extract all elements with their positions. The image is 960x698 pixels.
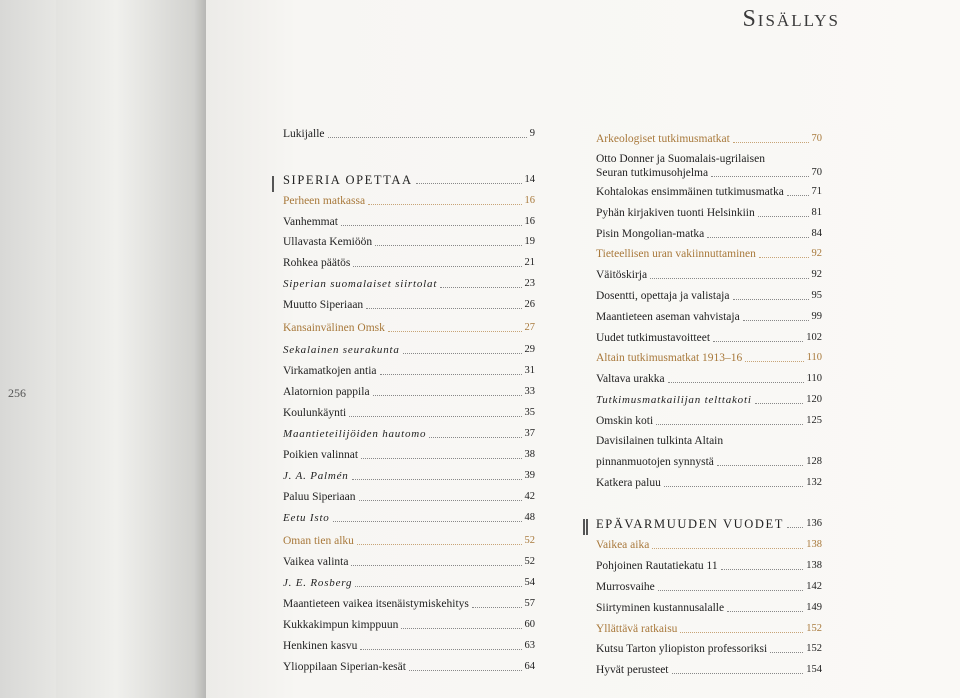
- dot-leader: [658, 590, 803, 591]
- toc-page-number: 149: [806, 602, 822, 613]
- toc-entry-title: Pohjoinen Rautatiekatu 11: [596, 560, 718, 572]
- toc-chapter-entry: [596, 538, 822, 552]
- toc-section-entry: [283, 173, 535, 187]
- toc-page-number: 110: [806, 352, 822, 363]
- toc-entry: [283, 511, 535, 525]
- dot-leader: [711, 176, 808, 177]
- page-title: Sisällys: [742, 6, 840, 32]
- toc-entry: [283, 406, 535, 420]
- toc-entry: [283, 364, 535, 378]
- dot-leader: [668, 382, 804, 383]
- dot-leader: [745, 361, 803, 362]
- toc-entry-title: Sekalainen seurakunta: [283, 344, 400, 356]
- toc-entry-title: Alatornion pappila: [283, 386, 370, 398]
- toc-chapter-entry: [283, 321, 535, 335]
- dot-leader: [713, 341, 803, 342]
- toc-entry: [596, 580, 822, 594]
- toc-page-number: 95: [811, 290, 822, 301]
- toc-page-number: 23: [524, 278, 535, 289]
- section-marker-bar: [583, 519, 585, 535]
- dot-leader: [355, 586, 521, 587]
- toc-entry-title: Omskin koti: [596, 415, 654, 427]
- section-marker-bar: [272, 176, 274, 192]
- toc-entry-title: Vaikea aika: [596, 539, 650, 551]
- dot-leader: [650, 278, 808, 279]
- toc-entry-title: Kutsu Tarton yliopiston professoriksi: [596, 643, 768, 655]
- dot-leader: [366, 308, 521, 309]
- toc-entry: [596, 393, 822, 407]
- dot-leader: [416, 183, 522, 184]
- toc-page-number: 54: [524, 577, 535, 588]
- dot-leader: [721, 569, 804, 570]
- toc-entry: [596, 455, 822, 469]
- toc-entry-title: Paluu Siperiaan: [283, 491, 356, 503]
- toc-entry-title: Uudet tutkimustavoitteet: [596, 332, 711, 344]
- toc-page-number: 21: [524, 257, 535, 268]
- dot-leader: [403, 353, 522, 354]
- toc-entry-title: Tieteellisen uran vakiinnuttaminen: [596, 248, 756, 260]
- toc-entry: [596, 476, 822, 490]
- toc-entry: [283, 639, 535, 653]
- toc-page-number: 16: [524, 216, 535, 227]
- toc-page-number: 138: [806, 560, 822, 571]
- dot-leader: [373, 395, 522, 396]
- toc-entry: [596, 559, 822, 573]
- dot-leader: [349, 416, 521, 417]
- toc-page-number: 102: [806, 332, 822, 343]
- dot-leader: [380, 374, 522, 375]
- toc-page-number: 128: [806, 456, 822, 467]
- toc-page-number: 52: [524, 556, 535, 567]
- dot-leader: [759, 257, 809, 258]
- toc-entry-title: Murrosvaihe: [596, 581, 655, 593]
- toc-page-number: 71: [811, 186, 822, 197]
- contents-page: [206, 0, 960, 698]
- dot-leader: [429, 437, 521, 438]
- toc-page-number: 29: [524, 344, 535, 355]
- toc-page-number: 19: [524, 236, 535, 247]
- toc-entry: [283, 448, 535, 462]
- toc-page-number: 37: [524, 428, 535, 439]
- toc-page-number: 42: [524, 491, 535, 502]
- dot-leader: [755, 403, 804, 404]
- toc-entry-title: Väitöskirja: [596, 269, 648, 281]
- toc-entry: [283, 235, 535, 249]
- toc-entry-title: Siirtyminen kustannusalalle: [596, 602, 725, 614]
- toc-entry: [596, 414, 822, 428]
- toc-entry: [283, 298, 535, 312]
- toc-page-number: 138: [806, 539, 822, 550]
- toc-page-number: 110: [806, 373, 822, 384]
- toc-page-number: 120: [806, 394, 822, 405]
- toc-entry-title: Ylioppilaan Siperian-kesät: [283, 661, 406, 673]
- dot-leader: [680, 632, 803, 633]
- toc-page-number: 14: [524, 174, 535, 185]
- toc-page-number: 70: [811, 133, 822, 144]
- toc-entry-title: Arkeologiset tutkimusmatkat: [596, 133, 730, 145]
- toc-page-number: 70: [811, 167, 822, 178]
- toc-entry-title: Koulunkäynti: [283, 407, 347, 419]
- dot-leader: [787, 527, 803, 528]
- dot-leader: [664, 486, 803, 487]
- toc-page-number: 39: [524, 470, 535, 481]
- dot-leader: [672, 673, 804, 674]
- toc-page-number: 152: [806, 623, 822, 634]
- toc-page-number: 92: [811, 248, 822, 259]
- toc-page-number: 125: [806, 415, 822, 426]
- toc-entry-title: J. E. Rosberg: [283, 577, 353, 589]
- dot-leader: [341, 225, 522, 226]
- toc-page-number: 64: [524, 661, 535, 672]
- dot-leader: [361, 458, 521, 459]
- toc-entry: [596, 663, 822, 677]
- toc-entry: [283, 127, 535, 141]
- toc-entry: [596, 289, 822, 303]
- left-page-edge: [0, 0, 56, 698]
- toc-entry: [596, 642, 822, 656]
- toc-entry-title: Virkamatkojen antia: [283, 365, 377, 377]
- toc-entry-text: Otto Donner ja Suomalais-ugrilaisen: [596, 153, 765, 165]
- dot-leader: [733, 299, 809, 300]
- section-marker-bar: [586, 519, 588, 535]
- toc-entry-title: Kohtalokas ensimmäinen tutkimusmatka: [596, 186, 784, 198]
- toc-entry: [596, 372, 822, 386]
- toc-entry-title: Siperian suomalaiset siirtolat: [283, 278, 438, 290]
- dot-leader: [328, 137, 527, 138]
- toc-page-number: 81: [811, 207, 822, 218]
- toc-entry-title: Dosentti, opettaja ja valistaja: [596, 290, 730, 302]
- toc-entry-title: Maantieteen aseman vahvistaja: [596, 311, 740, 323]
- toc-entry: [283, 490, 535, 504]
- toc-entry: [283, 597, 535, 611]
- toc-page-number: 84: [811, 228, 822, 239]
- toc-entry: [283, 277, 535, 291]
- dot-leader: [472, 607, 522, 608]
- toc-page-number: 33: [524, 386, 535, 397]
- left-page-number: 256: [8, 386, 26, 400]
- toc-entry-title: Eetu Isto: [283, 512, 330, 524]
- toc-entry-title: J. A. Palmén: [283, 470, 349, 482]
- toc-entry-title: Lukijalle: [283, 128, 325, 140]
- toc-entry-title: Perheen matkassa: [283, 195, 366, 207]
- toc-entry: [596, 206, 822, 220]
- toc-page-number: 142: [806, 581, 822, 592]
- toc-page-number: 57: [524, 598, 535, 609]
- dot-leader: [440, 287, 521, 288]
- toc-page-number: 52: [524, 535, 535, 546]
- toc-chapter-entry: [283, 194, 535, 208]
- toc-chapter-entry: [283, 534, 535, 548]
- toc-page-number: 16: [524, 195, 535, 206]
- toc-chapter-entry: [596, 132, 822, 146]
- toc-section-entry: [596, 517, 822, 531]
- toc-entry-title: Rohkea päätös: [283, 257, 351, 269]
- toc-chapter-entry: [596, 247, 822, 261]
- toc-page-number: 92: [811, 269, 822, 280]
- toc-entry-title: Pisin Mongolian-matka: [596, 228, 705, 240]
- dot-leader: [733, 142, 809, 143]
- toc-page-number: 9: [529, 128, 535, 139]
- toc-page-number: 132: [806, 477, 822, 488]
- dot-leader: [758, 216, 809, 217]
- toc-entry: [283, 427, 535, 441]
- toc-entry: [283, 469, 535, 483]
- toc-page-number: 63: [524, 640, 535, 651]
- toc-page-number: 99: [811, 311, 822, 322]
- toc-entry-title: Yllättävä ratkaisu: [596, 623, 678, 635]
- toc-entry-title: EPÄVARMUUDEN VUODET: [596, 517, 784, 531]
- dot-leader: [743, 320, 809, 321]
- toc-entry: [283, 576, 535, 590]
- toc-entry: [283, 555, 535, 569]
- dot-leader: [717, 465, 803, 466]
- toc-page-number: 136: [806, 518, 822, 529]
- toc-entry-title: Valtava urakka: [596, 373, 665, 385]
- dot-leader: [351, 565, 521, 566]
- toc-entry: [283, 215, 535, 229]
- dot-leader: [652, 548, 803, 549]
- toc-page-number: 27: [524, 322, 535, 333]
- dot-leader: [787, 195, 809, 196]
- toc-page-number: 152: [806, 643, 822, 654]
- dot-leader: [352, 479, 522, 480]
- dot-leader: [357, 544, 522, 545]
- dot-leader: [388, 331, 522, 332]
- toc-entry-title: Hyvät perusteet: [596, 664, 669, 676]
- toc-entry-title: Oman tien alku: [283, 535, 354, 547]
- toc-entry-title: Pyhän kirjakiven tuonti Helsinkiin: [596, 207, 755, 219]
- toc-chapter-entry: [596, 351, 822, 365]
- dot-leader: [770, 652, 803, 653]
- toc-entry-title: Muutto Siperiaan: [283, 299, 364, 311]
- dot-leader: [353, 266, 521, 267]
- toc-page-number: 60: [524, 619, 535, 630]
- toc-entry: [283, 343, 535, 357]
- toc-entry: [596, 268, 822, 282]
- toc-entry: [596, 331, 822, 345]
- dot-leader: [359, 500, 522, 501]
- toc-entry-title: Maantieteilijöiden hautomo: [283, 428, 427, 440]
- toc-entry-title: Katkera paluu: [596, 477, 661, 489]
- toc-entry-title: Vanhemmat: [283, 216, 338, 228]
- toc-entry-title: Kansainvälinen Omsk: [283, 322, 385, 334]
- toc-entry-title: Maantieteen vaikea itsenäistymiskehitys: [283, 598, 469, 610]
- dot-leader: [656, 424, 803, 425]
- book-gutter: [56, 0, 206, 698]
- toc-entry: [283, 618, 535, 632]
- toc-entry: [283, 385, 535, 399]
- toc-entry: [596, 185, 822, 199]
- toc-page-number: 154: [806, 664, 822, 675]
- toc-entry-title: Tutkimusmatkailijan telttakoti: [596, 394, 752, 406]
- toc-entry-title: Seuran tutkimusohjelma: [596, 167, 709, 179]
- toc-entry-title: Kukkakimpun kimppuun: [283, 619, 399, 631]
- toc-entry: [596, 227, 822, 241]
- toc-page-number: 38: [524, 449, 535, 460]
- toc-page-number: 26: [524, 299, 535, 310]
- toc-entry: [596, 166, 822, 180]
- toc-entry-title: Altain tutkimusmatkat 1913–16: [596, 352, 743, 364]
- toc-entry-text: Davisilainen tulkinta Altain: [596, 435, 724, 447]
- toc-entry-title: Poikien valinnat: [283, 449, 359, 461]
- dot-leader: [375, 245, 521, 246]
- toc-entry-title: pinnanmuotojen synnystä: [596, 456, 714, 468]
- toc-entry-title: Henkinen kasvu: [283, 640, 358, 652]
- toc-page-number: 31: [524, 365, 535, 376]
- toc-entry: [596, 601, 822, 615]
- toc-entry: [283, 660, 535, 674]
- dot-leader: [707, 237, 808, 238]
- dot-leader: [368, 204, 521, 205]
- toc-entry: [283, 256, 535, 270]
- dot-leader: [333, 521, 522, 522]
- toc-chapter-entry: [596, 622, 822, 636]
- toc-page-number: 35: [524, 407, 535, 418]
- toc-entry-title: SIPERIA OPETTAA: [283, 173, 413, 187]
- toc-page-number: 48: [524, 512, 535, 523]
- dot-leader: [727, 611, 803, 612]
- toc-entry: [596, 310, 822, 324]
- dot-leader: [409, 670, 522, 671]
- dot-leader: [360, 649, 521, 650]
- toc-entry-title: Ullavasta Kemiöön: [283, 236, 373, 248]
- dot-leader: [401, 628, 521, 629]
- toc-entry-title: Vaikea valinta: [283, 556, 349, 568]
